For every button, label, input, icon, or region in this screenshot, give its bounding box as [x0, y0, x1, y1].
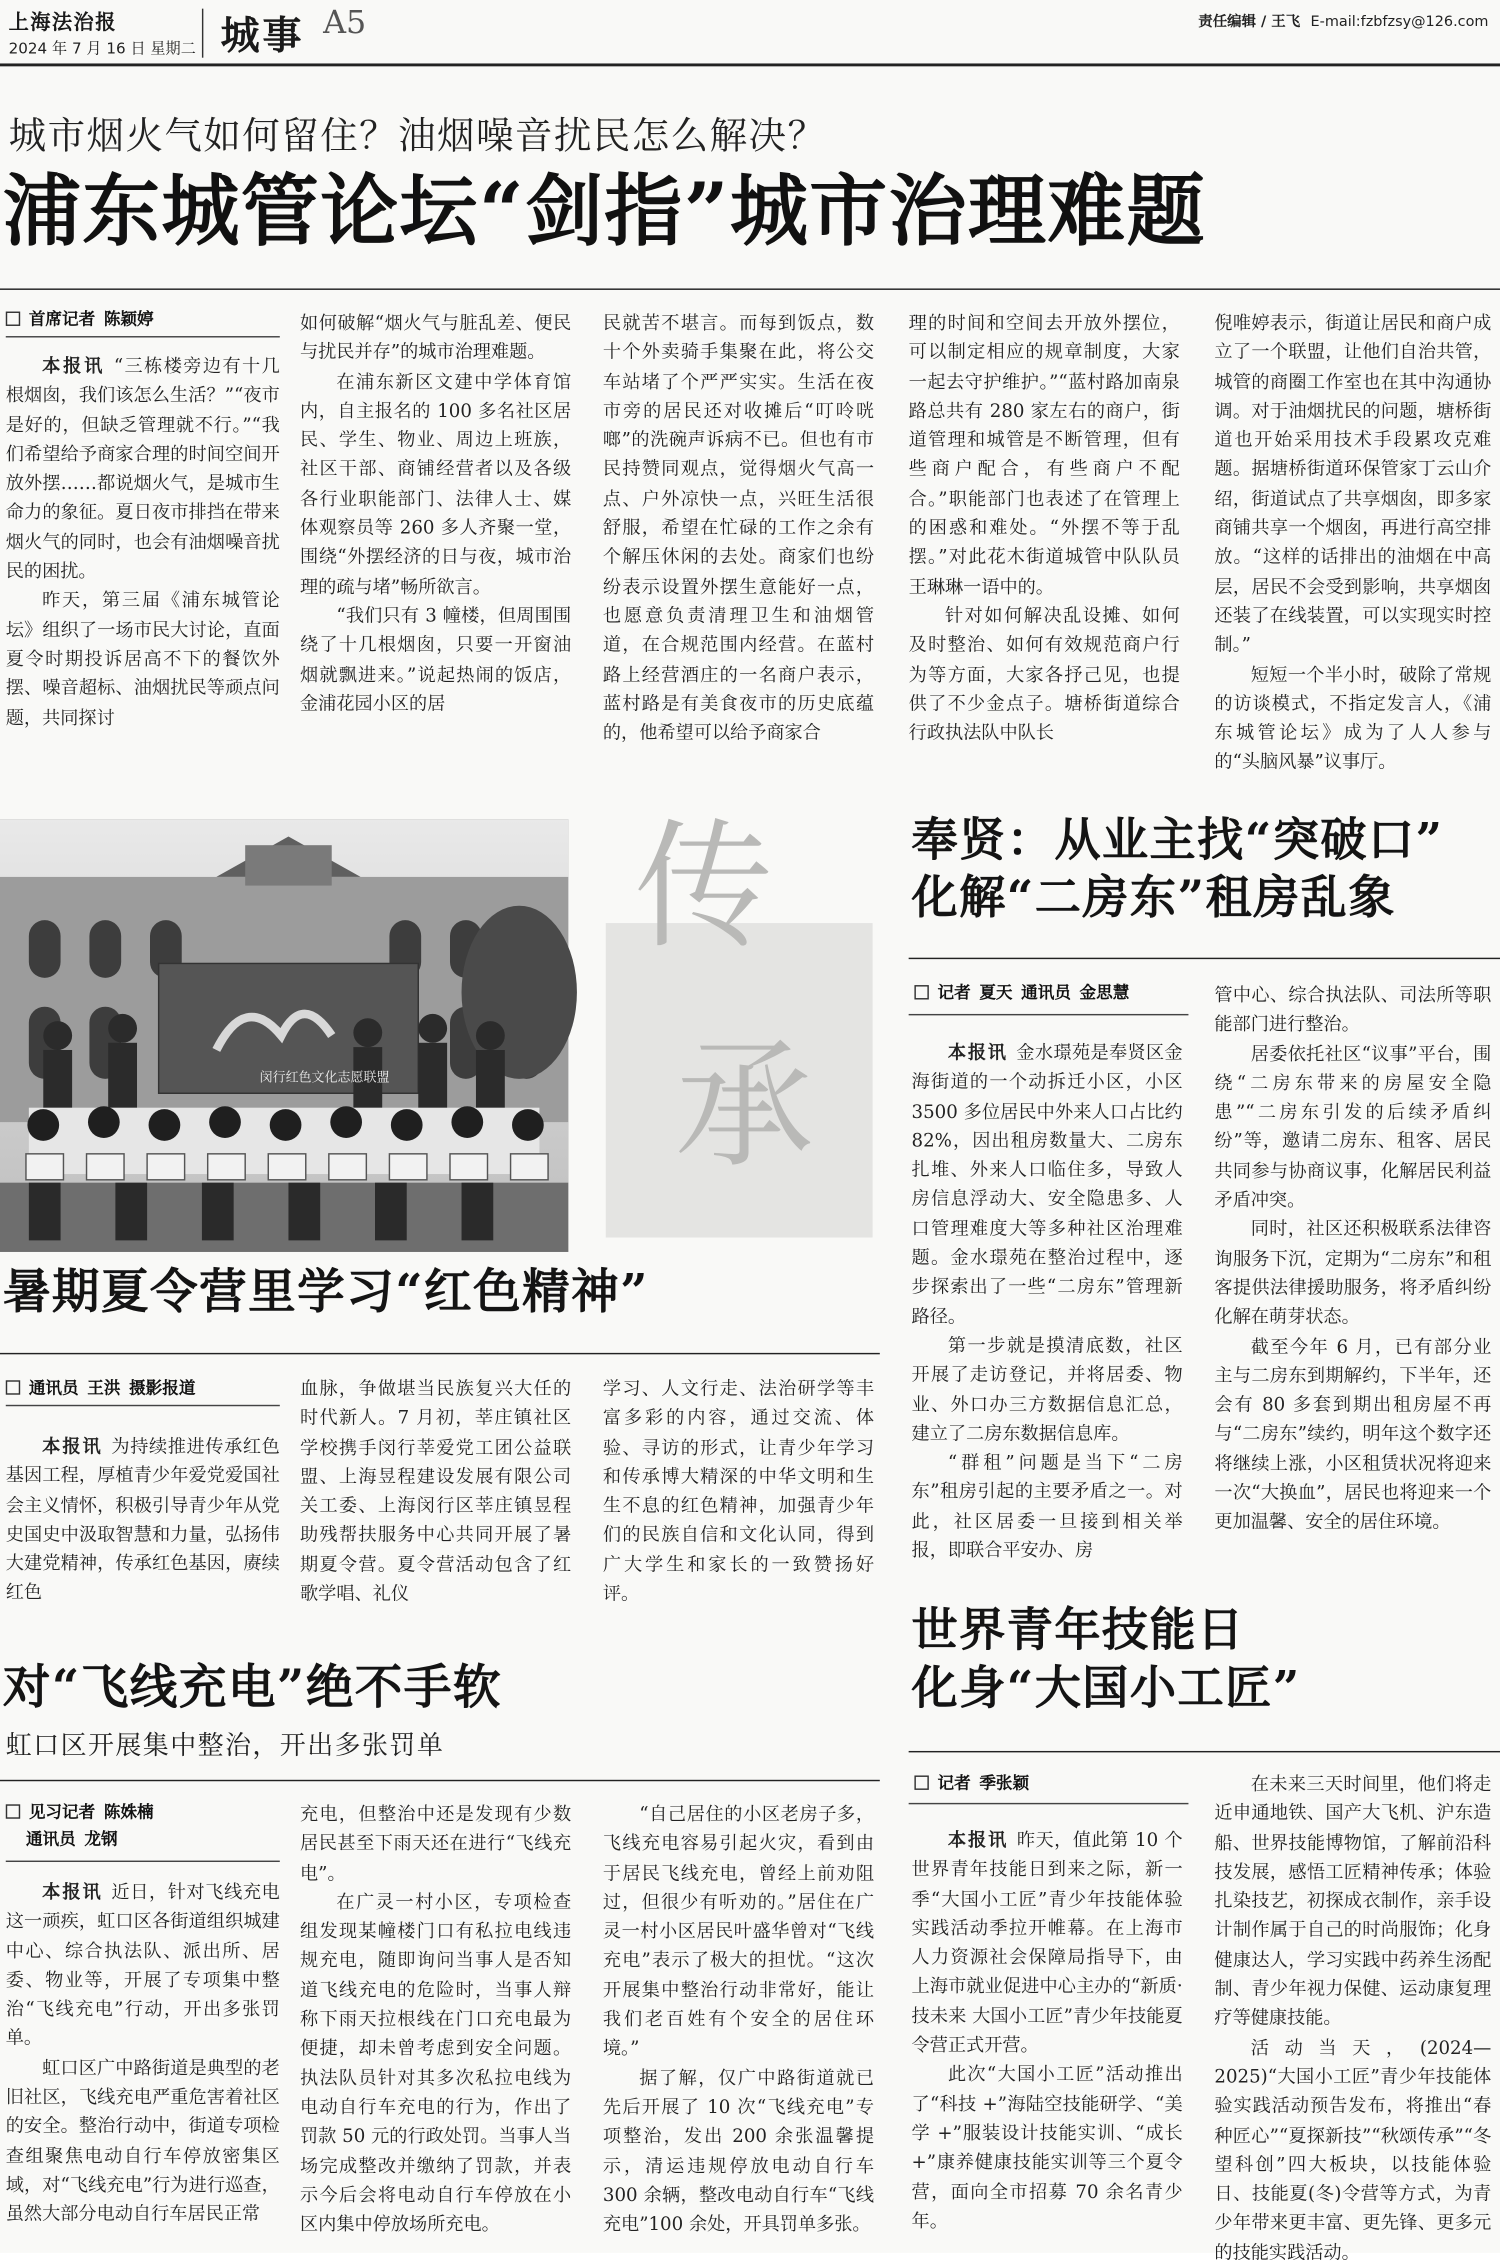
masthead-divider — [202, 9, 203, 58]
byline-square-icon — [6, 1804, 20, 1818]
camp-headline: 暑期夏令营里学习“红色精神” — [2, 1263, 649, 1320]
skills-byline: 记者 季张颖 — [914, 1770, 1029, 1797]
paragraph: 虹口区广中路街道是典型的老旧社区，飞线充电严重危害着社区的安全。整治行动中，街道专项检查组聚焦电动自行车停放密集区域，对“飞线充电”行为进行巡查，虽然大部分电动自行车居民正常 — [5, 2056, 280, 2225]
banner-text: 闵行红色文化志愿联盟 — [259, 1071, 390, 1087]
byline-rule — [6, 1405, 280, 1406]
paragraph: 血脉，争做堪当民族复兴大任的时代新人。7 月初，莘庄镇社区学校携手闵行莘爱党工团公益联盟、上海昱程建设发展有限公司关工委、上海闵行区莘庄镇昱程助残帮扶服务中心共同开展了暑期夏令营。夏令营活动包含了红歌学唱、礼仪 — [299, 1377, 572, 1604]
fengxian-headline-rule — [909, 958, 1500, 959]
paragraph: 此次“大国小工匠”活动推出了“科技 +”海陆空技能研学、“美学 +”服装设计技能实训、“成长 +”康养健康技能实训等三个夏令营，面向全市招募 70 余名青少年。 — [911, 2063, 1183, 2232]
editor-credit — [1198, 9, 1488, 31]
main-kicker: 城市烟火气如何留住？油烟噪音扰民怎么解决？ — [8, 115, 827, 159]
fengxian-col-2 — [1214, 981, 1491, 1537]
page-number: A5 — [323, 5, 367, 42]
editor-email: E-mail:fzbfzsy@126.com — [1310, 14, 1489, 31]
main-col-1 — [6, 352, 280, 733]
paragraph: 理的时间和空间去开放外摆位，可以制定相应的规章制度，大家一起去守护维护。”“蓝村路加南泉路总共有 280 家左右的商户，街道管理和城管是不断管理，但有些商户配合，有些商户不配合。”职能部门也表述了在管理上的困惑和难处。“外摆不等于乱摆。”对此花木街道城管中队队员王琳琳一语中的。 — [908, 311, 1180, 597]
calligraphy-char-2: 承 — [674, 1025, 814, 1188]
camp-col-3 — [603, 1375, 874, 1609]
fengxian-byline: 记者 夏天 通讯员 金思慧 — [914, 979, 1129, 1006]
fengxian-col-1 — [912, 1038, 1183, 1565]
charging-col-1 — [6, 1878, 280, 2229]
paragraph: 针对如何解决乱设摊、如何及时整治、如何有效规范商户行为等方面，大家各抒己见，也提供了不少金点子。塘桥街道综合行政执法队中队长 — [908, 604, 1180, 744]
charging-byline: 见习记者 陈姝楠 通讯员 龙钢 — [6, 1799, 154, 1854]
camp-col-2 — [300, 1375, 571, 1609]
byline-rule — [6, 1861, 280, 1862]
paragraph: 在浦东新区文建中学体育馆内，自主报名的 100 多名社区居民、学生、物业、周边上班族，社区干部、商铺经营者以及各级各行业职能部门、法律人士、媒体观察员等 260 多人齐聚一堂，围绕“外摆经济的日与夜，城市治理的疏与堵”畅所欲言。 — [299, 370, 572, 597]
paper-name: 上海法治报 — [8, 11, 117, 35]
charging-headline: 对“飞线充电”绝不手软 — [2, 1658, 502, 1715]
paragraph: 倪唯婷表示，街道让居民和商户成立了一个联盟，让他们自治共管，城管的商圈工作室也在其中沟通协调。对于油烟扰民的问题，塘桥街道也开始采用技术手段累攻克难题。据塘桥街道环保管家丁云山介绍，街道试点了共享烟囱，即多家商铺共享一个烟囱，再进行高空排放。“这样的话排出的油烟在中高层，居民不会受到影响，共享烟囱还装了在线装置，可以实现实时控制。” — [1214, 311, 1492, 656]
camp-col-1 — [6, 1432, 280, 1608]
byline-square-icon — [6, 1380, 20, 1394]
main-col-5 — [1214, 309, 1491, 777]
camp-headline-rule — [0, 1353, 880, 1354]
paragraph: 据了解，仅广中路街道就已先后开展了 10 次“飞线充电”专项整治，发出 200 余张温馨提示，清运违规停放电动自行车 300 余辆，整改电动自行车“飞线充电”100 余处，开具罚单多张。 — [602, 2066, 875, 2235]
paragraph: 本报讯 近日，针对飞线充电这一顽疾，虹口区各街道组织城建中心、综合执法队、派出所、居委、物业等，开展了专项集中整治“飞线充电”行动，开出多张罚单。 — [5, 1880, 280, 2049]
skills-col-2 — [1214, 1770, 1492, 2263]
main-col-3 — [603, 309, 874, 748]
byline-rule — [6, 336, 280, 337]
main-col-2 — [300, 309, 571, 719]
fengxian-headline-line-2: 化解“二房东”租房乱象 — [911, 869, 1396, 925]
paragraph: 本报讯 昨天，值此第 10 个世界青年技能日到来之际，新一季“大国小工匠”青少年技能体验实践活动季拉开帷幕。在上海市人力资源社会保障局指导下，由上海市就业促进中心主办的“新质·技未来 大国小工匠”青少年技能夏令营正式开营。 — [911, 1828, 1183, 2056]
main-headline-rule — [0, 288, 1500, 289]
paragraph: 本报讯 为持续推进传承红色基因工程，厚植青少年爱党爱国社会主义情怀，积极引导青少年从党史国史中汲取智慧和力量，弘扬伟大建党精神，传承红色基因，赓续红色 — [5, 1435, 280, 1604]
paragraph: 充电，但整治中还是发现有少数居民甚至下雨天还在进行“飞线充电”。 — [299, 1802, 572, 1884]
fengxian-headline-line-1: 奉贤：从业主找“突破口” — [911, 812, 1444, 867]
byline-role: 首席记者 — [28, 308, 96, 329]
date-line: 2024 年 7 月 16 日 星期二 — [8, 40, 196, 58]
paragraph: 居委依托社区“议事”平台，围绕“二房东带来的房屋安全隐患”“二房东引发的后续矛盾纠纷”等，邀请二房东、租客、居民共同参与协商议事，化解居民利益矛盾冲突。 — [1214, 1042, 1492, 1211]
paragraph: 短短一个半小时，破除了常规的访谈模式，不指定发言人，《浦东城管论坛》成为了人人参与的“头脑风暴”议事厅。 — [1214, 662, 1492, 773]
byline-square-icon — [914, 1775, 928, 1789]
main-col-4 — [909, 309, 1180, 748]
byline-square-icon — [6, 312, 20, 326]
paragraph: 在广灵一村小区，专项检查组发现某幢楼门口有私拉电线违规充电，随即询问当事人是否知道飞线充电的危险时，当事人辩称下雨天拉根线在门口充电最为便捷，却未曾考虑到安全问题。执法队员针对其多次私拉电线为电动自行车充电的行为，作出了罚款 50 元的行政处罚。当事人当场完成整改并缴纳了罚款，并表示今后会将电动自行车停放在小区内集中停放场所充电。 — [299, 1890, 572, 2235]
paragraph: “自己居住的小区老房子多，飞线充电容易引起火灾，看到由于居民飞线充电，曾经上前劝阻过，但很少有听劝的。”居住在广灵一村小区居民叶盛华曾对“飞线充电”表示了极大的担忧。“这次开展集中整治行动非常好，能让我们老百姓有个安全的居住环境。” — [602, 1802, 875, 2059]
charging-headline-rule — [0, 1780, 880, 1781]
paragraph: 本报讯 “三栋楼旁边有十几根烟囱，我们该怎么生活？”“夜市是好的，但缺乏管理就不行。”“我们希望给予商家合理的时间空间开放外摆……都说烟火气，是城市生命力的象征。夏日夜市排挡在带来烟火气的同时，也会有油烟噪音扰民的困扰。 — [5, 354, 280, 582]
paragraph: 第一步就是摸清底数，社区开展了走访登记，并将居委、物业、外口办三方数据信息汇总，建立了二房东数据信息库。 — [911, 1334, 1183, 1444]
skills-headline-line-2: 化身“大国小工匠” — [911, 1660, 1301, 1715]
section-name: 城事 — [220, 14, 305, 60]
calligraphy-char-1: 传 — [634, 806, 774, 968]
paragraph: 昨天，第三届《浦东城管论坛》组织了一场市民大讨论，直面夏令时期投诉居高不下的餐饮外摆、噪音超标、油烟扰民等顽点问题，共同探讨 — [5, 588, 280, 728]
main-byline — [6, 306, 154, 333]
paragraph: 本报讯 金水璟苑是奉贤区金海街道的一个动拆迁小区，小区 3500 多位居民中外来人口占比约 82%，因出租房数量大、二房东扎堆、外来人口临住多，导致人房信息浮动大、安全隐患多、人口管理难度大等多种社区治理难题。金水璟苑在整治过程中，逐步探索出了一些“二房东”管理新路径。 — [911, 1041, 1183, 1327]
charging-col-3 — [603, 1800, 874, 2239]
masthead-rule — [0, 63, 1500, 66]
camp-byline: 通讯员 王洪 摄影报道 — [6, 1375, 196, 1402]
summer-camp-photo — [0, 819, 568, 1252]
paragraph: 截至今年 6 月，已有部分业主与二房东到期解约，下半年，还会有 80 多套到期出租房屋不再与“二房东”续约，明年这个数字还将继续上涨，小区租赁状况将迎来一次“大换血”，居民也将迎来一个更加温馨、安全的居住环境。 — [1214, 1334, 1492, 1533]
byline-rule — [909, 1803, 1189, 1804]
main-headline: 浦东城管论坛“剑指”城市治理难题 — [2, 164, 1206, 257]
photo-illustration — [0, 819, 568, 1252]
byline-square-icon — [914, 985, 928, 999]
skills-headline-rule — [909, 1751, 1500, 1752]
charging-subhead: 虹口区开展集中整治，开出多张罚单 — [5, 1730, 445, 1762]
paragraph: 在未来三天时间里，他们将走近申通地铁、国产大飞机、沪东造船、世界技能博物馆，了解前沿科技发展，感悟工匠精神传承；体验扎染技艺，初探成衣制作，亲手设计制作属于自己的时尚服饰；化身健康达人，学习实践中药养生汤配制、青少年视力保健、运动康复理疗等健康技能。 — [1214, 1772, 1492, 2029]
byline-name: 陈颖婷 — [103, 308, 154, 329]
paragraph: 民就苦不堪言。而每到饭点，数十个外卖骑手集聚在此，将公交车站堵了个严严实实。生活在夜市旁的居民还对收摊后“叮呤咣啷”的洗碗声诉病不已。但也有市民持赞同观点，觉得烟火气高一点、户外凉快一点，兴旺生活很舒服，希望在忙碌的工作之余有个解压休闲的去处。商家们也纷纷表示设置外摆生意能好一点，也愿意负责清理卫生和油烟管道，在合规范围内经营。在蓝村路上经营酒庄的一名商户表示，蓝村路是有美食夜市的历史底蕴的，他希望可以给予商家合 — [602, 311, 875, 744]
skills-col-1 — [912, 1826, 1183, 2236]
paragraph: “我们只有 3 幢楼，但周围围绕了十几根烟囱，只要一开窗油烟就飘进来。”说起热闹的饭店，金浦花园小区的居 — [299, 604, 572, 714]
paragraph: 同时，社区还积极联系法律咨询服务下沉，定期为“二房东”和租客提供法律援助服务，将矛盾纠纷化解在萌芽状态。 — [1214, 1217, 1492, 1328]
byline-rule — [909, 1014, 1189, 1015]
paragraph: 活动当天，(2024—2025)“大国小工匠”青少年技能体验实践活动预告发布，将推出“春种匠心”“夏探新技”“秋颂传承”“冬望科创”四大板块，以技能体验日、技能夏(冬)令营等方式，为青少年带来更丰富、更先锋、更多元的技能实践活动。 — [1214, 2036, 1492, 2263]
paragraph: 如何破解“烟火气与脏乱差、便民与扰民并存”的城市治理难题。 — [299, 311, 572, 363]
paragraph: “群租”问题是当下“二房东”租房引起的主要矛盾之一。对此，社区居委一旦接到相关举报，即联合平安办、房 — [911, 1451, 1183, 1561]
editor-label: 责任编辑 / 王飞 — [1198, 14, 1301, 31]
skills-headline-line-1: 世界青年技能日 — [911, 1602, 1245, 1658]
paragraph: 管中心、综合执法队、司法所等职能部门进行整治。 — [1214, 983, 1492, 1035]
paragraph: 学习、人文行走、法治研学等丰富多彩的内容，通过交流、体验、寻访的形式，让青少年学习和传承博大精深的中华文明和生生不息的红色精神，加强青少年们的民族自信和文化认同，得到广大学生和家长的一致赞扬好评。 — [602, 1377, 875, 1604]
lead-tag: 本报讯 — [42, 354, 106, 377]
charging-col-2 — [300, 1800, 571, 2239]
